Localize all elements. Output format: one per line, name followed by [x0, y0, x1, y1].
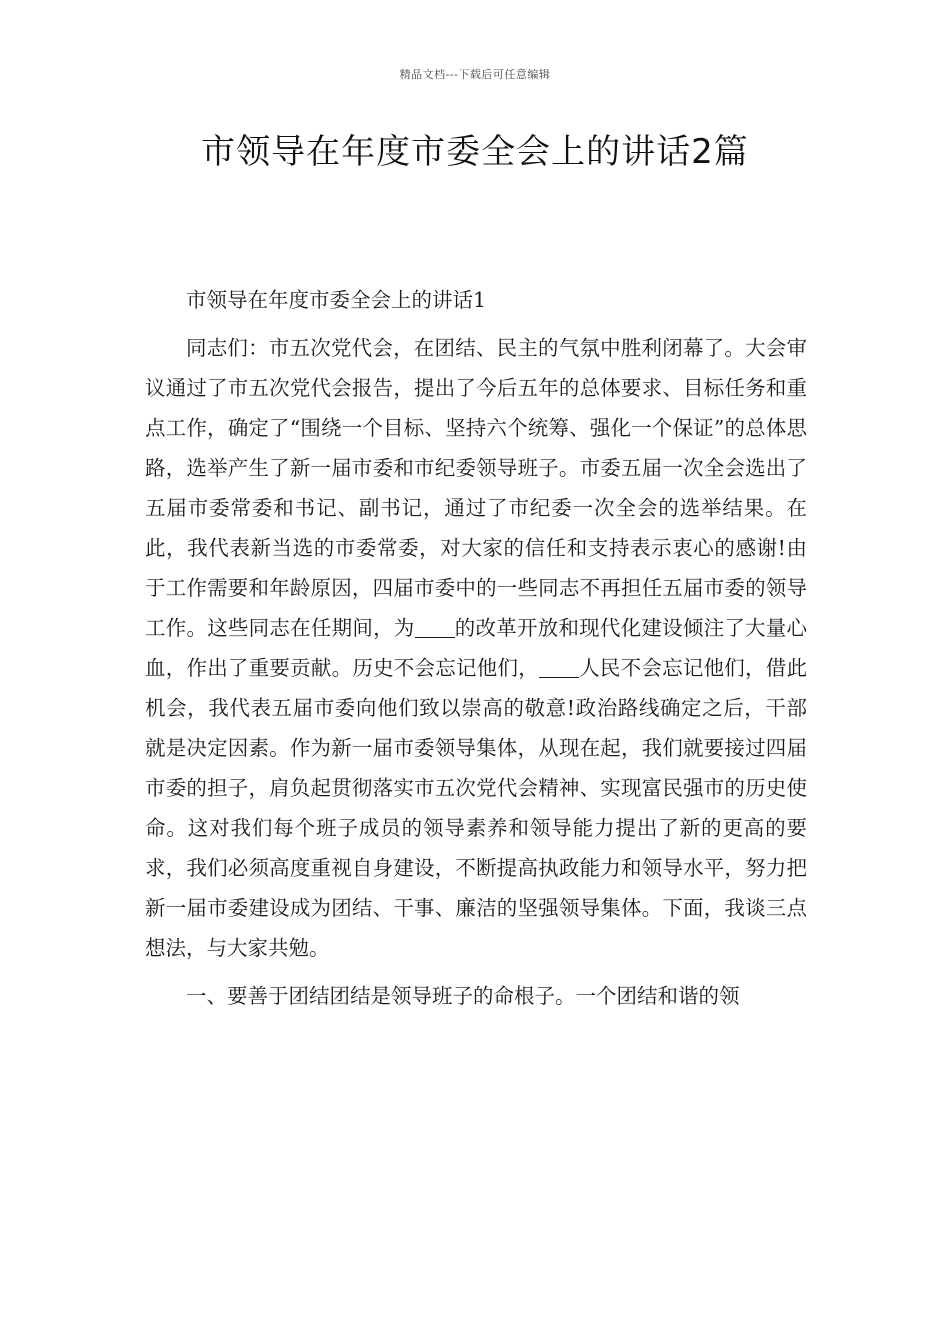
blank-underline [539, 657, 579, 679]
paragraph-1-text-b: 的改革开放和现代化建设倾注了大量心血，作出了重要贡献。历史不会忘记他们， [145, 616, 808, 680]
document-body [145, 280, 807, 1024]
blank-underline [415, 617, 455, 639]
paragraph-2: 一、要善于团结团结是领导班子的命根子。一个团结和谐的领 [186, 984, 740, 1008]
header-note: 精品文档---下载后可任意编辑 [399, 68, 551, 81]
document-title: 市领导在年度市委全会上的讲话2篇 [201, 132, 749, 172]
paragraph-1-text-c: 人民不会忘记他们，借此机会，我代表五届市委向他们致以崇高的敬意!政治路线确定之后，干部就是决定因素。作为新一届市委领导集体，从现在起，我们就要接过四届市委的担子，肩负起贯彻落实市五次党代会精神、实现富民强市的历史使命。这对我们每个班子成员的领导素养和领导能力提出了新的更高的要求，我们必须高度重视自身建设，不断提高执政能力和领导水平，努力把新一届市委建设成为团结、干事、廉洁的坚强领导集体。下面，我谈三点想法，与大家共勉。 [145, 656, 808, 960]
paragraph-1-text-a: 同志们：市五次党代会，在团结、民主的气氛中胜利闭幕了。大会审议通过了市五次党代会报告，提出了今后五年的总体要求、目标任务和重点工作，确定了“围绕一个目标、坚持六个统筹、强化一个保证”的总体思路，选举产生了新一届市委和市纪委领导班子。市委五届一次全会选出了五届市委常委和书记、副书记，通过了市纪委一次全会的选举结果。在此，我代表新当选的市委常委，对大家的信任和支持表示衷心的感谢!由于工作需要和年龄原因，四届市委中的一些同志不再担任五届市委的领导工作。这些同志在任期间，为 [145, 336, 807, 640]
paragraph-1 [145, 328, 807, 968]
section-subtitle: 市领导在年度市委全会上的讲话1 [186, 288, 487, 312]
